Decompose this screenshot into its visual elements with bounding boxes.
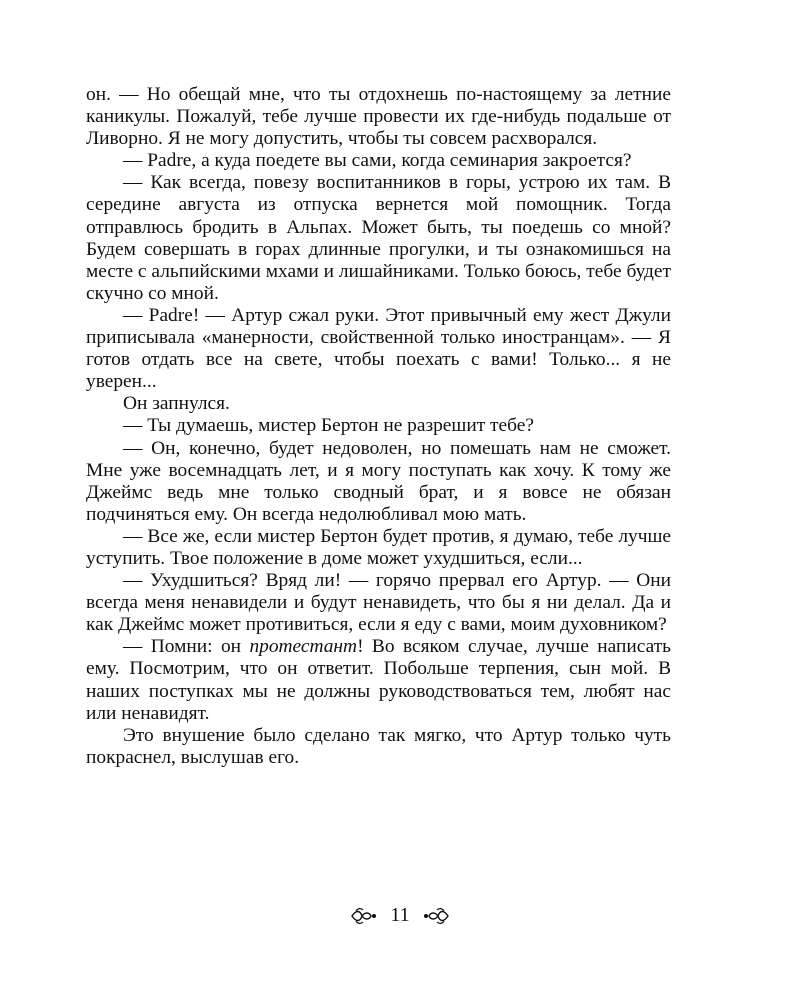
page-footer xyxy=(0,904,800,927)
right-ornament-icon xyxy=(420,907,450,925)
paragraph-3: — Как всегда, повезу воспитанников в горы, устрою их там. В середине августа из отпуска вернется мой помощник. Тогда отправлюсь бродить в Альпах. Может быть, ты поедешь со мной? Будем совершать в горах длинные прогулки, и ты ознакомишься на месте с альпийскими мхами и лишайниками. Только боюсь, тебе будет скучно со мной. xyxy=(86,172,671,304)
paragraph-8: — Все же, если мистер Бертон будет против, я думаю, тебе лучше уступить. Твое положение в доме может ухудшиться, если... xyxy=(86,525,671,569)
paragraph-7: — Он, конечно, будет недоволен, но помешать нам не сможет. Мне уже восемнадцать лет, и я могу поступать как хочу. К тому же Джеймс ведь мне только сводный брат, и я вовсе не обязан подчиняться ему. Он всегда недолюбливал мою мать. xyxy=(86,437,671,525)
paragraph-5: Он запнулся. xyxy=(123,393,230,415)
paragraph-1: он. — Но обещай мне, что ты отдохнешь по-настоящему за летние каникулы. Пожалуй, тебе лучше провести их где-нибудь подальше от Ливорно. Я не могу допустить, чтобы ты совсем расхворался. xyxy=(86,84,671,150)
paragraph-10 xyxy=(86,636,671,724)
paragraph-10-italic: протестант xyxy=(249,636,358,658)
paragraph-11: Это внушение было сделано так мягко, что Артур только чуть покраснел, выслушав его. xyxy=(86,724,671,768)
paragraph-2: — Padre, а куда поедете вы сами, когда семинария закроется? xyxy=(123,150,632,172)
left-ornament-icon xyxy=(350,907,380,925)
paragraph-10-end: ! Во всяком случае, лучше написать ему. Посмотрим, что он ответит. Побольше терпения, сын мой. В наших поступках мы не должны руководствоваться тем, любят нас или ненавидят. xyxy=(86,636,672,724)
paragraph-9: — Ухудшиться? Вряд ли! — горячо прервал его Артур. — Они всегда меня ненавидели и будут ненавидеть, что бы я ни делал. Да и как Джеймс может противиться, если я еду с вами, моим духовником? xyxy=(86,570,671,636)
paragraph-10-start: — Помни: он xyxy=(123,636,250,658)
book-page-text xyxy=(86,84,671,769)
page-number: 11 xyxy=(390,904,410,926)
paragraph-4: — Padre! — Артур сжал руки. Этот привычный ему жест Джули приписывала «манерности, свойственной только иностранцам». — Я готов отдать все на свете, чтобы поехать с вами! Только... я не уверен... xyxy=(86,304,671,393)
paragraph-6: — Ты думаешь, мистер Бертон не разрешит тебе? xyxy=(123,415,534,437)
